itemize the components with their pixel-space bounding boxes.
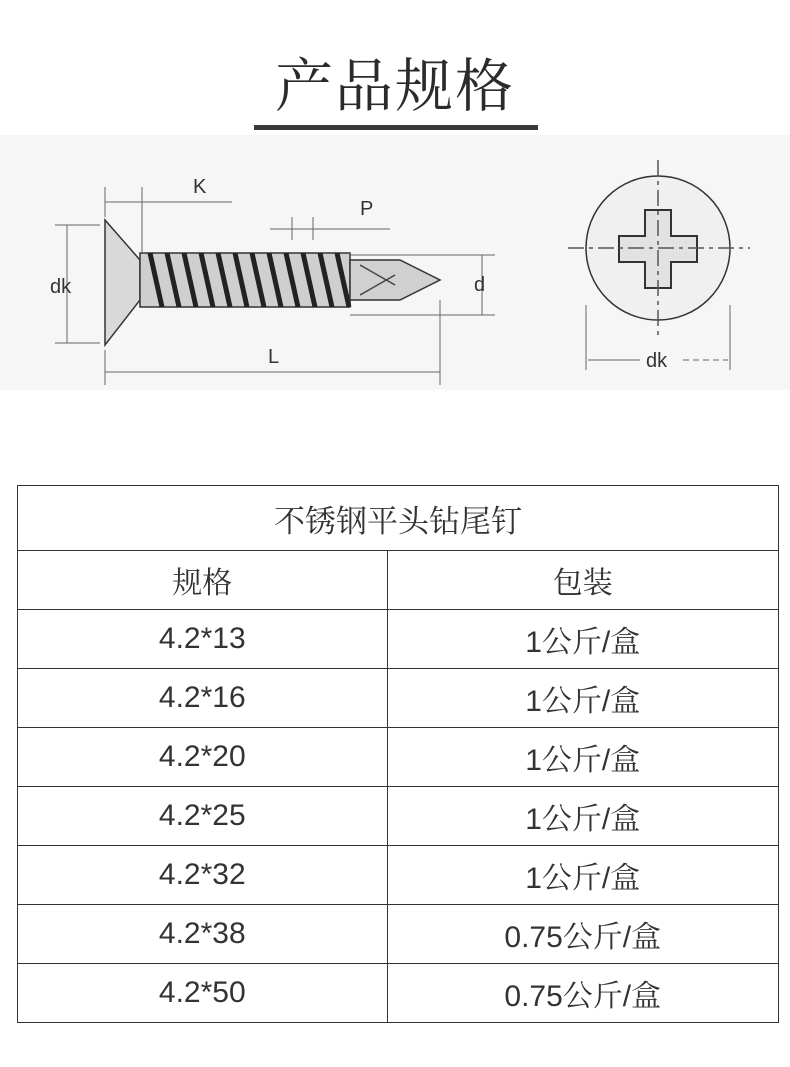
table-row (18, 846, 779, 905)
table-header-row (18, 551, 779, 610)
table-row (18, 787, 779, 846)
screw-technical-drawing (0, 135, 790, 390)
cell-packaging: 1公斤/盒 (387, 846, 778, 905)
table-row (18, 669, 779, 728)
label-d: d (474, 274, 486, 296)
cell-spec: 4.2*16 (18, 669, 388, 728)
cell-packaging: 1公斤/盒 (387, 787, 778, 846)
cell-packaging: 0.75公斤/盒 (387, 905, 778, 964)
cell-spec: 4.2*25 (18, 787, 388, 846)
title-underline (254, 125, 538, 130)
label-K: K (193, 176, 207, 198)
page-title: 产品规格 (274, 52, 515, 120)
cell-packaging: 1公斤/盒 (387, 610, 778, 669)
table-row (18, 964, 779, 1023)
label-P: P (360, 198, 374, 220)
cell-spec: 4.2*32 (18, 846, 388, 905)
label-dk-side: dk (50, 276, 72, 298)
cell-packaging: 1公斤/盒 (387, 728, 778, 787)
cell-spec: 4.2*13 (18, 610, 388, 669)
table-row (18, 610, 779, 669)
cell-spec: 4.2*38 (18, 905, 388, 964)
header-packaging: 包装 (387, 551, 778, 610)
table-row (18, 905, 779, 964)
spec-table (17, 485, 779, 1023)
header-spec: 规格 (18, 551, 388, 610)
cell-spec: 4.2*20 (18, 728, 388, 787)
table-caption: 不锈钢平头钻尾钉 (18, 486, 779, 551)
cell-spec: 4.2*50 (18, 964, 388, 1023)
cell-packaging: 0.75公斤/盒 (387, 964, 778, 1023)
table-row (18, 728, 779, 787)
label-dk-head: dk (646, 350, 668, 372)
cell-packaging: 1公斤/盒 (387, 669, 778, 728)
label-L: L (268, 346, 280, 368)
